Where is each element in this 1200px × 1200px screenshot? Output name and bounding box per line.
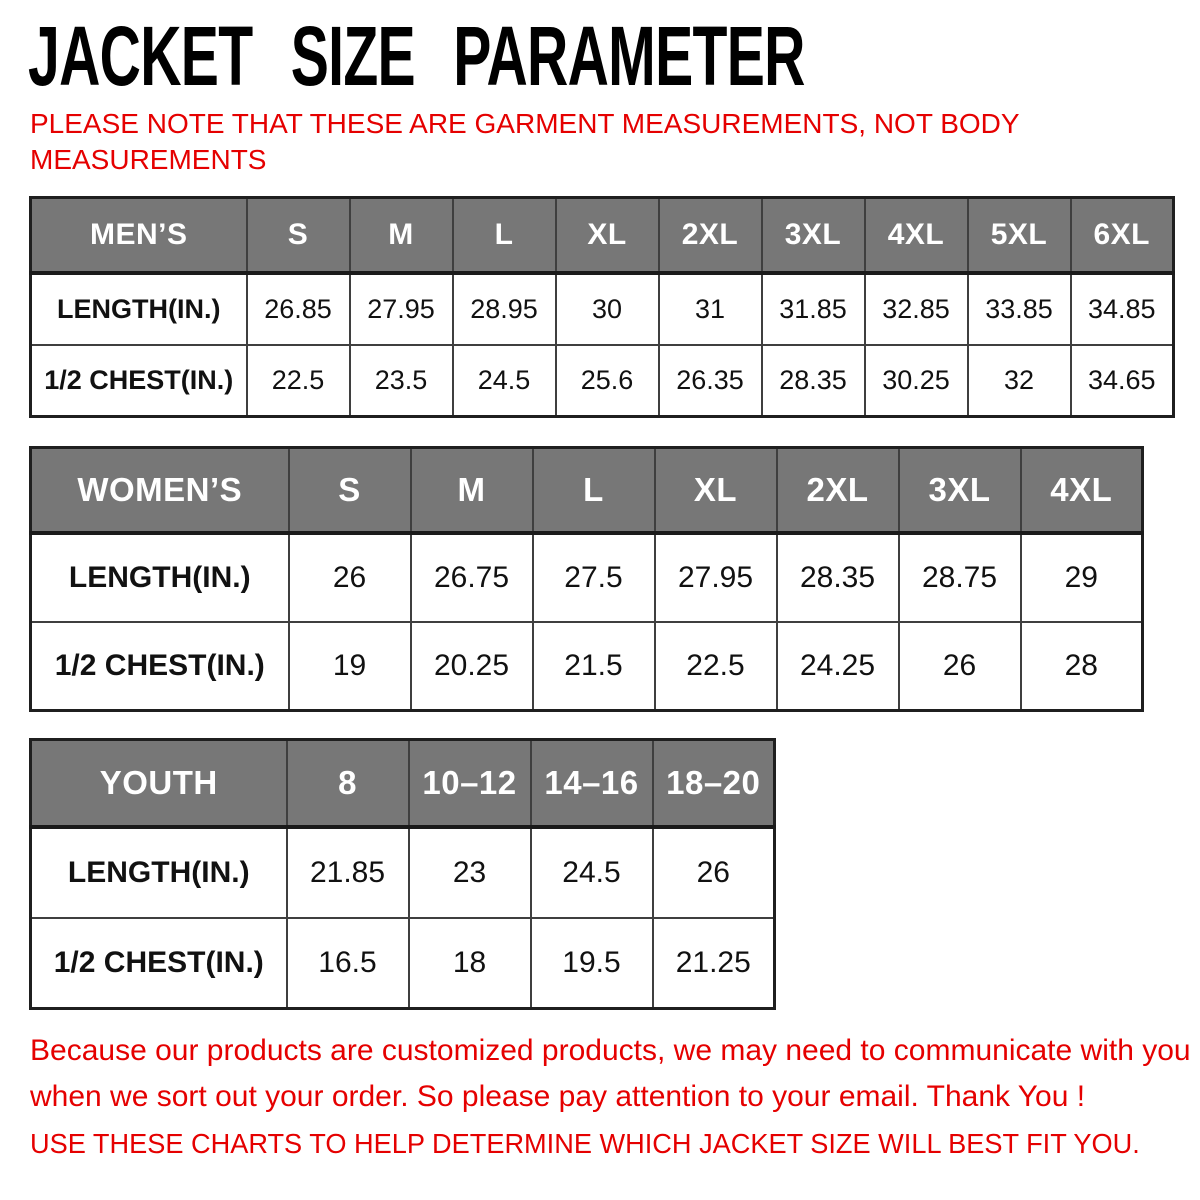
table-row [31,533,1143,622]
table-row [31,918,775,1009]
value-cell: 33.85 [968,273,1071,345]
value-cell: 34.65 [1071,345,1174,417]
size-header-cell: 5XL [968,198,1071,274]
value-cell: 22.5 [247,345,350,417]
value-cell: 28.35 [777,533,899,622]
size-header-cell: XL [556,198,659,274]
value-cell: 26.85 [247,273,350,345]
value-cell: 32.85 [865,273,968,345]
row-label: LENGTH(IN.) [31,827,287,918]
row-label: 1/2 CHEST(IN.) [31,345,247,417]
size-header-cell: 3XL [762,198,865,274]
table-header-row [31,740,775,828]
table-row [31,827,775,918]
value-cell: 27.95 [655,533,777,622]
value-cell: 22.5 [655,622,777,711]
value-cell: 30 [556,273,659,345]
size-header-cell: 14–16 [531,740,653,828]
size-header-cell: M [411,448,533,534]
use-charts-note: USE THESE CHARTS TO HELP DETERMINE WHICH JACKET SIZE WILL BEST FIT YOU. [30,1128,1140,1159]
size-header-cell: S [247,198,350,274]
value-cell: 20.25 [411,622,533,711]
customization-notice-line-1: Because our products are customized products, we may need to communicate with you [30,1034,1191,1067]
value-cell: 26 [289,533,411,622]
value-cell: 30.25 [865,345,968,417]
value-cell: 26 [653,827,775,918]
value-cell: 26.75 [411,533,533,622]
womens-size-table [29,446,1144,712]
customization-notice [30,1028,1191,1120]
row-label: LENGTH(IN.) [31,273,247,345]
value-cell: 21.5 [533,622,655,711]
note-line-2: MEASUREMENTS [30,144,267,175]
value-cell: 24.25 [777,622,899,711]
row-label: 1/2 CHEST(IN.) [31,918,287,1009]
row-label: 1/2 CHEST(IN.) [31,622,289,711]
value-cell: 29 [1021,533,1143,622]
size-header-cell: 4XL [865,198,968,274]
table-header-row [31,448,1143,534]
value-cell: 26 [899,622,1021,711]
value-cell: 32 [968,345,1071,417]
mens-size-table [29,196,1175,418]
table-row [31,622,1143,711]
size-header-cell: 6XL [1071,198,1174,274]
youth-table-title: YOUTH [31,740,287,828]
value-cell: 31 [659,273,762,345]
table-header-row [31,198,1174,274]
size-header-cell: 2XL [777,448,899,534]
size-header-cell: XL [655,448,777,534]
page-title: JACKET SIZE PARAMETER [28,9,805,103]
value-cell: 19.5 [531,918,653,1009]
value-cell: 23 [409,827,531,918]
value-cell: 18 [409,918,531,1009]
value-cell: 28.95 [453,273,556,345]
value-cell: 19 [289,622,411,711]
size-header-cell: 8 [287,740,409,828]
size-header-cell: L [533,448,655,534]
value-cell: 21.85 [287,827,409,918]
value-cell: 23.5 [350,345,453,417]
size-header-cell: S [289,448,411,534]
customization-notice-line-2: when we sort out your order. So please pay attention to your email. Thank You ! [30,1080,1086,1113]
size-header-cell: L [453,198,556,274]
size-header-cell: 3XL [899,448,1021,534]
table-row [31,273,1174,345]
note-line-1: PLEASE NOTE THAT THESE ARE GARMENT MEASUREMENTS, NOT BODY [30,108,1020,139]
value-cell: 24.5 [453,345,556,417]
size-header-cell: 2XL [659,198,762,274]
size-header-cell: 18–20 [653,740,775,828]
value-cell: 26.35 [659,345,762,417]
value-cell: 21.25 [653,918,775,1009]
value-cell: 34.85 [1071,273,1174,345]
size-header-cell: 4XL [1021,448,1143,534]
value-cell: 28 [1021,622,1143,711]
row-label: LENGTH(IN.) [31,533,289,622]
value-cell: 24.5 [531,827,653,918]
size-header-cell: M [350,198,453,274]
value-cell: 27.95 [350,273,453,345]
table-row [31,345,1174,417]
size-header-cell: 10–12 [409,740,531,828]
garment-measurement-note [30,106,1020,178]
value-cell: 25.6 [556,345,659,417]
youth-size-table [29,738,776,1010]
value-cell: 28.75 [899,533,1021,622]
value-cell: 27.5 [533,533,655,622]
mens-table-title: MEN’S [31,198,247,274]
value-cell: 16.5 [287,918,409,1009]
value-cell: 28.35 [762,345,865,417]
value-cell: 31.85 [762,273,865,345]
womens-table-title: WOMEN’S [31,448,289,534]
